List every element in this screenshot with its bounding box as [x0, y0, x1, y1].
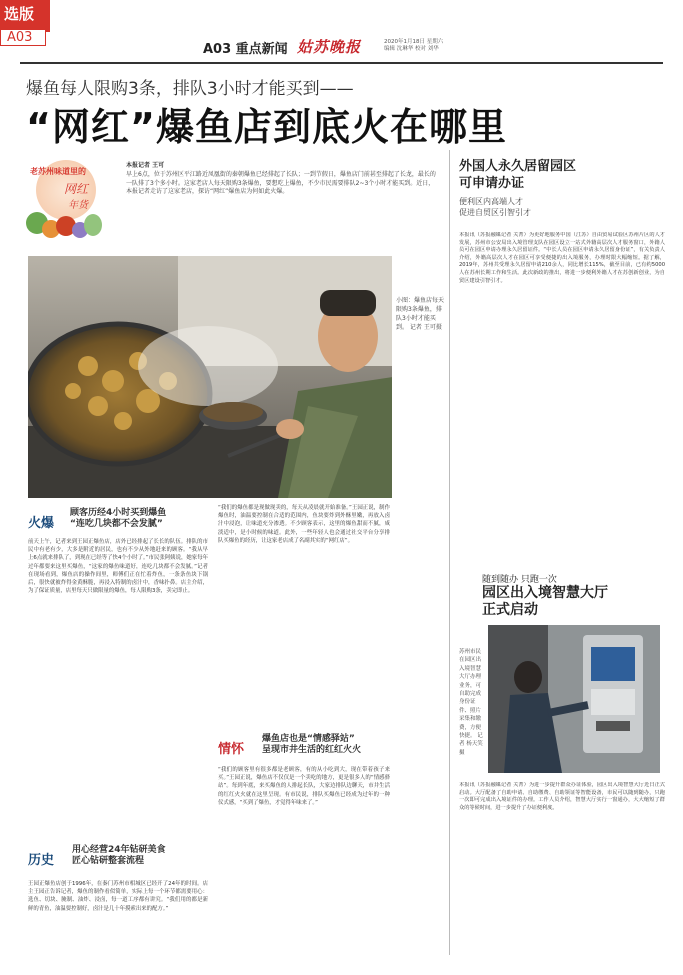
right-story-title	[459, 158, 576, 192]
badge-word-net: 网红	[64, 182, 89, 196]
edition-corner	[0, 0, 54, 52]
right-story-subtitle	[459, 196, 531, 218]
photo-fryer-chef	[28, 256, 392, 498]
section-heading-history: 用心经营24年钻研美食 匠心钻研整套流程	[72, 845, 166, 866]
header-rule	[20, 62, 663, 64]
dateline-editors: 编辑 沈琳华 校对 刘华	[384, 46, 439, 52]
story-body-middle: “我们的爆鱼都是现做现卖的，每天从凌晨就开始准备。”王园正说，制作爆鱼时，油温要控制在合适的范围内，鱼块要炸到外酥里嫩，再放入卤汁中浸泡，让味道充分渗透。不少顾客表示，这里的爆鱼甜而不腻，咸淡适中，是小时候的味道。此外，一些年轻人也会通过社交平台分享排队买爆鱼的经历，让这家老店成了名副其实的“网红店”。	[218, 505, 390, 544]
right-lower-photo	[488, 625, 660, 773]
right-story-body: 本报讯（苏报融媒记者 关菁）为更好地服务中国（江苏）自由贸易试验区苏州片区的人才发展，苏州市公安局出入境管理支队在园区设立一站式外籍高层次人才服务窗口，外籍人员可在园区申请办理永久居留证件。“中长人员在园区申请永久居留身份证”，有关负责人介绍，外籍高层次人才在园区可享受便捷的出入境服务，办理时限大幅缩短。据了解，2019年，苏州共受理永久居留申请210余人，同比增长115%，截至目前，已有约5000人在苏州长期工作和生活。此次新政的推出，将进一步便利外籍人才在苏创新创业，为自贸区建设引智引才。	[459, 232, 665, 284]
newspaper-logo: 姑苏晚报	[297, 38, 362, 56]
photo-self-service-kiosk	[488, 625, 660, 773]
section-tag-sentiment: 情怀	[218, 742, 245, 757]
section-heading-sentiment: 爆鱼店也是“情感驿站” 呈现市井生活的红红火火	[262, 734, 362, 755]
section-body-history: 王园正爆鱼店创于1996年，在秦门苏州市相城区已经开了24年的时间。店主王园正告诉记者，爆鱼的制作看似简单，实际上每一个环节都需要用心：选鱼、切块、腌制、油炸、浸卤，每一道工序都有讲究。“我们用的都是新鲜的青鱼，油温要控制好，卤汁是几十年摸索出来的配方。”	[28, 881, 208, 912]
edition-label: 选版	[0, 0, 50, 32]
story-headline: “网红”爆鱼店到底火在哪里	[26, 105, 507, 149]
right-story-title-line1: 外国人永久居留园区	[459, 159, 577, 174]
vegetable-illustration	[84, 214, 102, 236]
section-body-hot: 前天上午，记者来到王园正爆鱼店，店外已经排起了长长的队伍。排队的市民中有老有少，大多是附近的居民，也有不少从外地赶来的顾客。“我从早上6点就来排队了，到现在已经等了快4个小时了。”市民张阿姨说，她家每年过年都要来这里买爆鱼，“这家的爆鱼味道好，连吃几块都不会发腻。”记者在现场看到，爆鱼店的操作间里，师傅们正在忙着炸鱼，一条条鱼块下锅后，很快就被炸得金黄酥脆，再浸入特制的卤汁中，香味扑鼻。店主介绍，为了保证质量，店里每天只做限量的爆鱼，每人限购3条，卖完即止。	[28, 539, 208, 595]
right-lower-kicker: 随到随办 只跑一次	[482, 575, 557, 585]
right-lower-photo-caption: 苏州市民在园区出入境智慧大厅办理业务，可自助完成身份证件、照片采集和缴费，方便快捷。 记者 杨天笑摄	[459, 649, 483, 756]
section-tag-history: 历史	[28, 853, 55, 868]
story-lede: 早上6点，位于苏州区平江路近凤凰街的秦朝爆鱼已经排起了长队；一到节假日，爆鱼店门前甚至排起了长龙，最长的一队排了3个多小时。这家老店人每天限购3条爆鱼，要想吃上爆鱼，不少市民需要排队2~3个小时才能买到。近日，本报记者走访了这家老店，探访“网红”爆鱼店为何如此火爆。	[126, 171, 436, 196]
right-lower-body: 本报讯（苏报融媒记者 关菁）为进一步提升群众办证体验，园区出入境智慧大厅近日正式启动。大厅配备了自助申请、自助缴费、自助领证等智能设备，市民可以随到随办，只跑一次即可完成出入境证件的办理。工作人员介绍，智慧大厅实行一窗通办，大大缩短了群众的等候时间，进一步提升了办证便利度。	[459, 782, 665, 811]
column-divider	[449, 150, 450, 955]
section-tag-hot: 火爆	[28, 516, 55, 531]
page-number: A03	[0, 30, 46, 46]
right-story-title-line2: 可申请办证	[459, 176, 525, 191]
right-lower-title: 园区出入境智慧大厅 正式启动	[482, 585, 608, 618]
dateline-date: 2020年1月18日 星期六	[384, 39, 444, 45]
right-story-subtitle-line1: 便利区内高端人才	[459, 197, 523, 206]
main-photo	[28, 256, 392, 498]
photo-caption: 小图：爆鱼店每天限购3条爆鱼，排队3小时才能买到。 记者 王可摄	[396, 297, 445, 331]
section-body-sentiment: “我们的顾客里有很多都是老顾客，有的从小吃到大，现在带着孩子来买。”王园正说，爆鱼店不仅仅是一个卖吃的地方，更是很多人的“情感驿站”。每到年底，来买爆鱼的人排起长队，大家边排队边聊天，市井生活的红红火火就在这里呈现。有市民说，排队买爆鱼已经成为过年的一种仪式感，“买到了爆鱼，才觉得年味来了。”	[218, 767, 390, 806]
badge-word-goods: 年货	[68, 200, 88, 211]
series-badge	[26, 160, 106, 244]
byline: 本报记者 王可	[126, 162, 165, 169]
section-heading-hot: 顾客历经4小时买到爆鱼 “连吃几块都不会发腻”	[70, 508, 167, 529]
right-story-subtitle-line2: 促进自贸区引智引才	[459, 208, 531, 217]
dateline	[384, 39, 464, 53]
badge-series-label: 老苏州味道里的	[30, 167, 86, 176]
story-subhead: 爆鱼每人限购3条，排队3小时才能买到——	[26, 79, 354, 99]
section-title: A03 重点新闻	[203, 42, 288, 57]
